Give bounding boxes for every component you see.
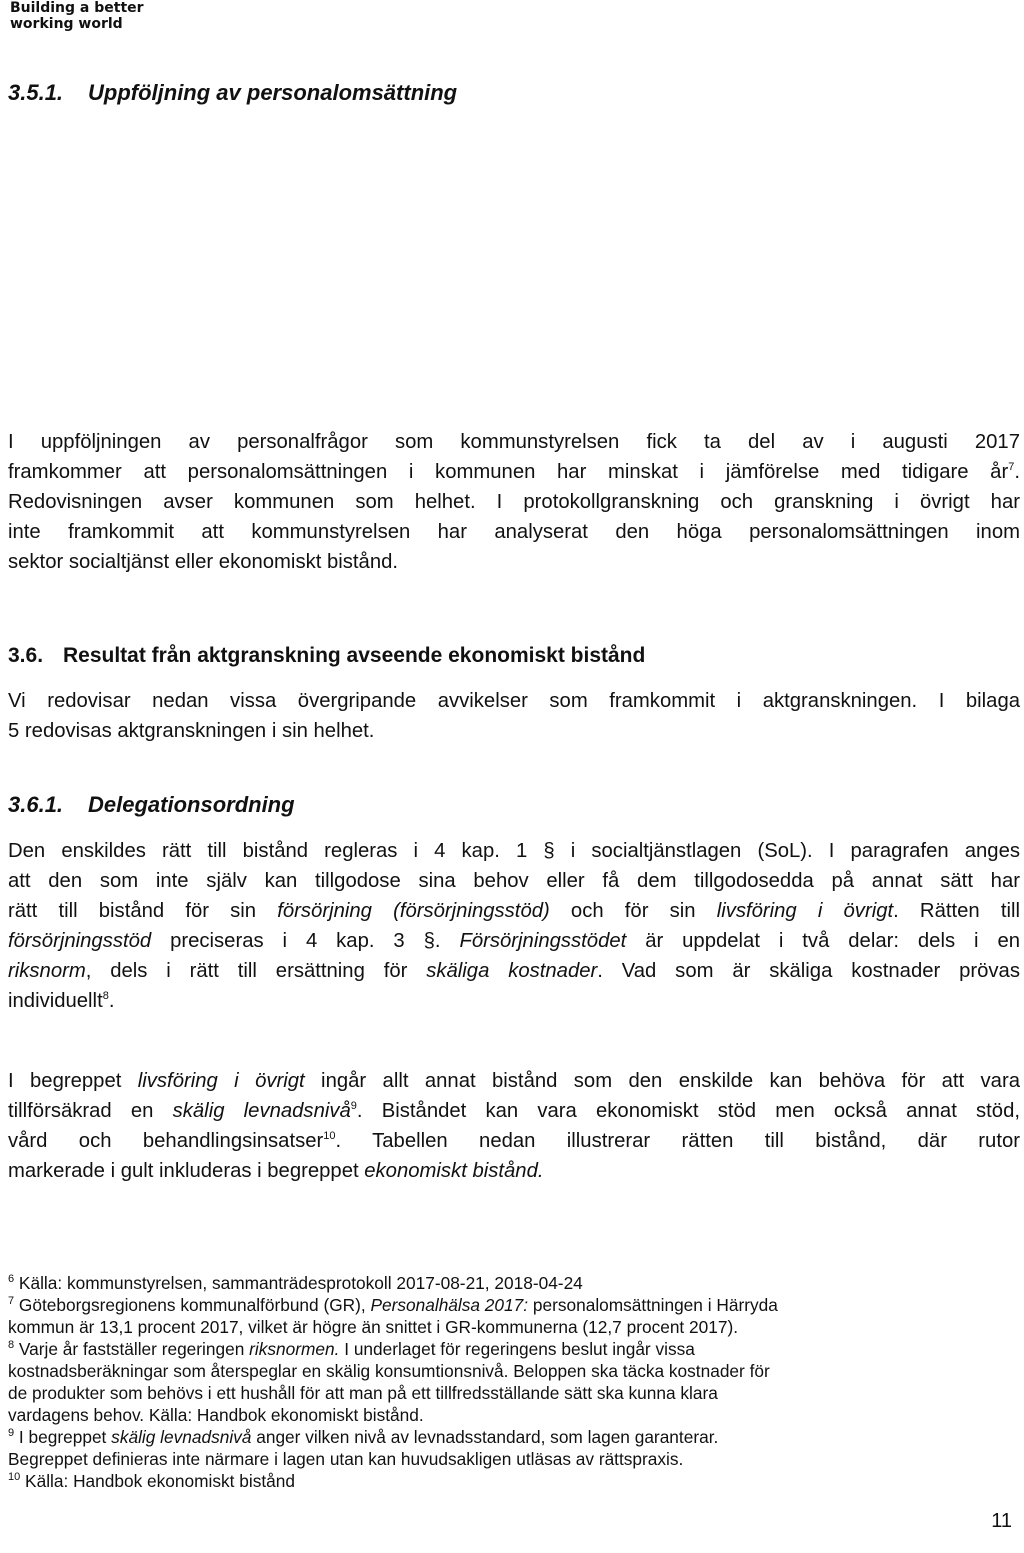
heading-3-6 [8,643,645,669]
text-line: 5 redovisas aktgranskningen i sin helhet. [8,720,375,742]
text-line: framkommer att personalomsättningen i kommunen har minskat i jämförelse med tidigare $år^7$. [8,461,1020,483]
heading-title: Delegationsordning [88,792,295,817]
footnote-9: $^9$ I begreppet skälig levnadsnivå anger vilken nivå av levnadsstandard, som lagen garanterar. [8,1427,719,1447]
text-line: individuellt$^8$. [8,990,115,1012]
text-line: inte framkommit att kommunstyrelsen har analyserat den höga personalomsättningen inom [8,521,1020,543]
heading-number: 3.5.1. [8,80,64,105]
footnote-8-cont: kostnadsberäkningar som återspeglar en skälig konsumtionsnivå. Beloppen ska täcka kostnader för [8,1361,770,1381]
text-line: markerade i gult inkluderas i begreppet ekonomiskt bistånd. [8,1160,544,1182]
footnote-ref: 9 [350,1100,357,1113]
paragraph-personalomsattning [8,427,1020,577]
heading-3-6-1 [8,792,295,818]
heading-3-5-1 [8,80,457,106]
paragraph-aktgranskning [8,686,1020,746]
footnote-ref: 7 [1008,461,1015,474]
heading-title: Resultat från aktgranskning avseende ekonomiskt bistånd [63,644,646,667]
brand-line-2: working world [10,16,123,32]
paragraph-delegationsordning [8,836,1020,1016]
footnote-9-cont: Begreppet definieras inte närmare i lagen utan kan huvudsakligen utläsas av rättspraxis. [8,1449,684,1469]
heading-number: 3.6.1. [8,792,64,817]
text-line: I begreppet livsföring i övrigt ingår allt annat bistånd som den enskilde kan behöva för att vara [8,1070,1020,1092]
footnote-7: $^7$ Göteborgsregionens kommunalförbund (GR), Personalhälsa 2017: personalomsättningen i Härryda [8,1295,778,1315]
footnote-7-cont: kommun är 13,1 procent 2017, vilket är högre än snittet i GR-kommunerna (12,7 procent 2017). [8,1317,739,1337]
footnote-10: $^{10}$ Källa: Handbok ekonomiskt bistånd [8,1471,295,1491]
text-line: sektor socialtjänst eller ekonomiskt bistånd. [8,551,399,573]
text-line: riksnorm, dels i rätt till ersättning för skäliga kostnader. Vad som är skäliga kostnader prövas [8,960,1020,982]
brand-logo-text [10,0,144,32]
text-line: vård och behandlingsinsatser$^{10}$. Tabellen nedan illustrerar rätten till bistånd, där rutor [8,1130,1021,1152]
page-number: 11 [991,1510,1012,1532]
heading-number: 3.6. [8,644,44,667]
footnote-ref: 8 [102,990,109,1003]
text-line: försörjningsstöd preciseras i 4 kap. 3 §. Försörjningsstödet är uppdelat i två delar: dels i en [8,930,1020,952]
text-line: Den enskildes rätt till bistånd regleras i 4 kap. 1 § i socialtjänstlagen (SoL). I paragrafen anges [8,840,1020,862]
footnotes [8,1272,1020,1492]
brand-line-1: Building a better [10,0,144,16]
text-line: att den som inte själv kan tillgodose sina behov eller få dem tillgodosedda på annat sätt har [8,870,1020,892]
footnote-8-cont: de produkter som behövs i ett hushåll för att man på ett tillfredsställande sätt ska kunna klara [8,1383,718,1403]
footnote-8: $^8$ Varje år fastställer regeringen riksnormen. I underlaget för regeringens beslut ingår vissa [8,1339,695,1359]
text-line: tillförsäkrad en skälig levnadsnivå$^9$. Biståndet kan vara ekonomiskt stöd men också annat stöd, [8,1100,1020,1122]
paragraph-livsforing [8,1066,1020,1186]
footnote-6: $^6$ Källa: kommunstyrelsen, sammanträdesprotokoll 2017-08-21, 2018-04-24 [8,1273,583,1293]
text-line: Vi redovisar nedan vissa övergripande avvikelser som framkommit i aktgranskningen. I bilaga [8,690,1020,712]
footnote-8-cont: vardagens behov. Källa: Handbok ekonomiskt bistånd. [8,1405,424,1425]
footnote-ref: 10 [323,1130,336,1143]
heading-title: Uppföljning av personalomsättning [88,80,458,105]
text-line: Redovisningen avser kommunen som helhet. I protokollgranskning och granskning i övrigt har [8,491,1020,513]
text-line: I uppföljningen av personalfrågor som kommunstyrelsen fick ta del av i augusti 2017 [8,431,1020,453]
text-line: rätt till bistånd för sin försörjning (försörjningsstöd) och för sin livsföring i övrigt. Rätten till [8,900,1020,922]
